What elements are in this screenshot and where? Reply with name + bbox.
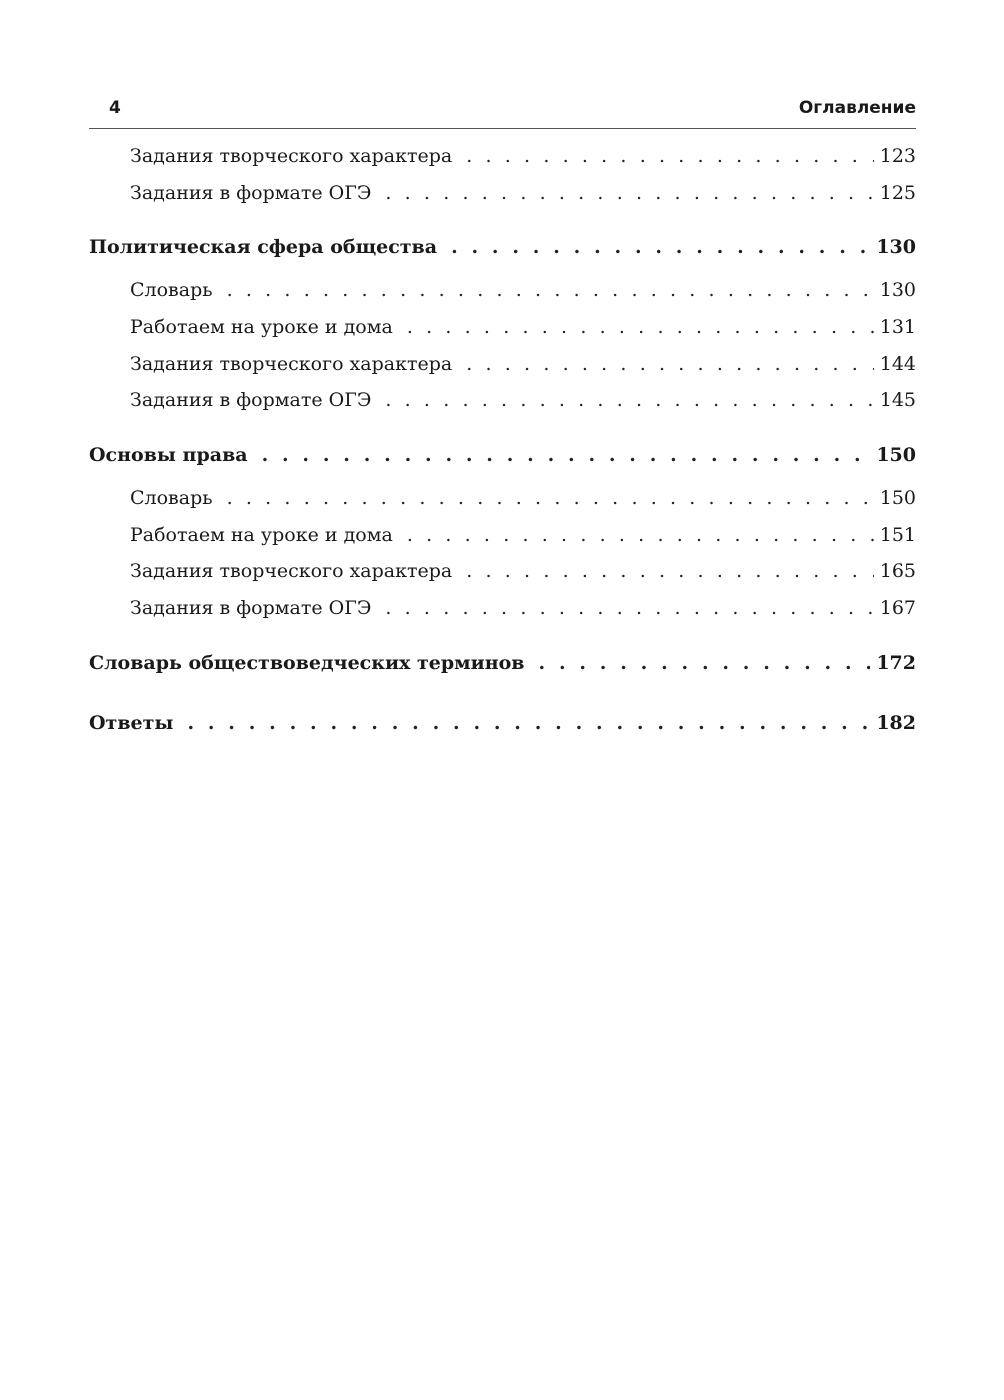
toc-entry[interactable] [89, 524, 916, 552]
toc-section-page: 172 [876, 652, 916, 674]
toc-entry-page: 130 [879, 279, 916, 301]
toc-entry-page: 144 [879, 353, 916, 375]
toc-section-title: Политическая сфера общества [89, 236, 438, 258]
dot-leader [466, 560, 874, 582]
header-rule [89, 128, 916, 129]
toc-entry-title: Работаем на уроке и дома [130, 316, 393, 338]
page-number: 4 [109, 98, 121, 118]
toc-entry[interactable] [89, 597, 916, 625]
dot-leader [385, 597, 873, 619]
toc-section-page: 130 [876, 236, 916, 258]
toc-entry-title: Словарь [130, 279, 213, 301]
toc-entry-title: Задания творческого характера [130, 145, 453, 167]
toc-entry-page: 165 [879, 560, 916, 582]
dot-leader [385, 182, 873, 204]
toc-entry[interactable] [89, 353, 916, 381]
dot-leader [227, 487, 874, 509]
toc-entry-page: 167 [879, 597, 916, 619]
toc-entry[interactable] [89, 487, 916, 515]
dot-leader [466, 353, 874, 375]
toc-section[interactable] [89, 712, 916, 740]
dot-leader [451, 236, 870, 258]
toc-entry[interactable] [89, 316, 916, 344]
toc-entry-title: Задания в формате ОГЭ [130, 597, 372, 619]
toc-section-page: 182 [876, 712, 916, 734]
toc-entry-title: Словарь [130, 487, 213, 509]
toc-entry-page: 145 [879, 389, 916, 411]
toc-section[interactable] [89, 652, 916, 680]
toc-entry[interactable] [89, 182, 916, 210]
dot-leader [262, 444, 871, 466]
toc-entry[interactable] [89, 279, 916, 307]
page-header [89, 94, 916, 124]
toc-entry-title: Работаем на уроке и дома [130, 524, 393, 546]
toc-entry-title: Задания творческого характера [130, 353, 453, 375]
dot-leader [407, 316, 874, 338]
dot-leader [539, 652, 871, 674]
toc-section-page: 150 [876, 444, 916, 466]
running-title: Оглавление [798, 98, 916, 118]
toc-entry-title: Задания творческого характера [130, 560, 453, 582]
dot-leader [385, 389, 873, 411]
toc-entry-title: Задания в формате ОГЭ [130, 182, 372, 204]
toc-section-title: Основы права [89, 444, 248, 466]
toc-entry[interactable] [89, 560, 916, 588]
toc-entry[interactable] [89, 389, 916, 417]
dot-leader [227, 279, 874, 301]
toc-entry-page: 151 [879, 524, 916, 546]
toc-section-title: Словарь обществоведческих терминов [89, 652, 525, 674]
toc-entry-page: 123 [879, 145, 916, 167]
toc-section-title: Ответы [89, 712, 174, 734]
toc-section[interactable] [89, 236, 916, 264]
toc-entry-page: 125 [879, 182, 916, 204]
dot-leader [407, 524, 874, 546]
toc-entry[interactable] [89, 145, 916, 173]
toc-entry-page: 131 [879, 316, 916, 338]
toc-entry-page: 150 [879, 487, 916, 509]
dot-leader [187, 712, 870, 734]
toc-entry-title: Задания в формате ОГЭ [130, 389, 372, 411]
toc-section[interactable] [89, 444, 916, 472]
dot-leader [466, 145, 874, 167]
